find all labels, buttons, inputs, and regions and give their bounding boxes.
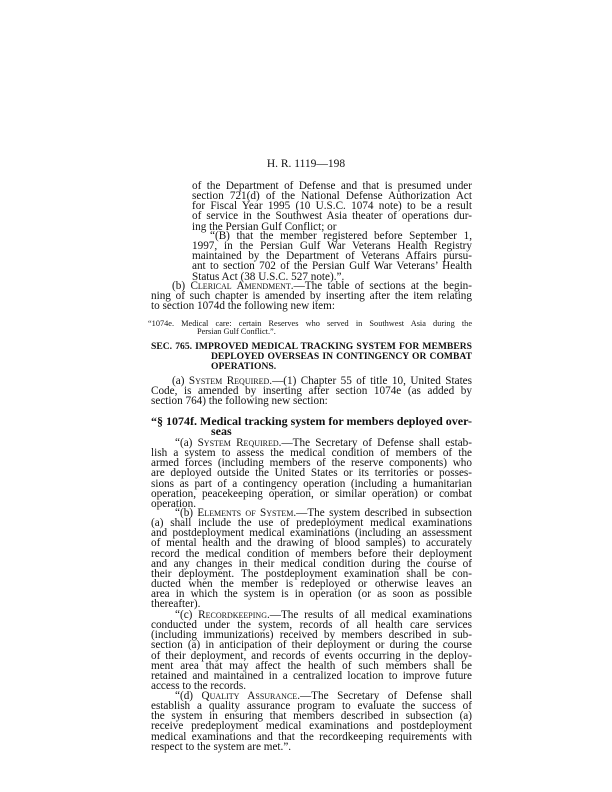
text-line: Persian Gulf Conflict.”. <box>197 327 276 337</box>
text-segment: .—The Secretary of Defense shall estab- <box>278 437 473 449</box>
text-line: Code, is amended by inserting after section 1074e (as added by <box>151 385 472 398</box>
text-line: sions as part of a contingency operation (including a humanitarian <box>151 477 472 490</box>
text-line: area in which the system is in operation (or as soon as possible <box>151 588 472 601</box>
text-line: are deployed outside the United States or its territories or posses- <box>151 467 472 480</box>
subsection-d <box>151 691 472 752</box>
text-line: of the Department of Defense and that is presumed under <box>192 180 472 192</box>
text-segment: “(d) <box>175 690 202 702</box>
subsection-heading: Recordkeeping <box>198 609 267 621</box>
text-line: ing the Persian Gulf Conflict; or <box>192 220 337 233</box>
section-1074f-heading <box>151 414 472 439</box>
text-line: ning of such chapter is amended by inserting after the item relating <box>151 290 472 303</box>
section-765-heading <box>151 342 472 372</box>
text-segment: .—The system described in subsection <box>293 507 472 519</box>
text-line: Status Act (38 U.S.C. 527 note).”. <box>192 270 345 283</box>
text-segment: “(a) <box>175 437 198 449</box>
text-line: the system in ensuring that members described in subsection (a) <box>151 710 472 723</box>
text-line: SEC. 765. IMPROVED MEDICAL TRACKING SYSTEM FOR MEMBERS <box>151 341 472 352</box>
text-line: thereafter). <box>151 598 201 611</box>
text-line: establish a quality assurance program to evaluate the success of <box>151 700 472 713</box>
text-segment: (b) <box>172 280 191 292</box>
text-line: ment area that may affect the health of such members shall be <box>151 659 472 672</box>
text-line: their deployment. The postdeployment examination shall be con- <box>151 567 472 580</box>
text-line: “(B) that the member registered before September 1, <box>210 230 472 242</box>
subsection-a <box>151 438 472 509</box>
subsection-c <box>151 610 472 691</box>
text-line: medical examinations and that the recordkeeping requirements with <box>151 730 472 743</box>
subsection-heading: Clerical Amendment <box>190 280 291 292</box>
text-line: to section 1074d the following new item: <box>151 300 335 313</box>
text-line: ducted when the member is redeployed or otherwise leaves an <box>151 577 472 590</box>
text-segment: “(c) <box>175 609 199 621</box>
text-line: DEPLOYED OVERSEAS IN CONTINGENCY OR COMBAT <box>211 351 472 363</box>
table-item-1074e <box>148 320 472 336</box>
paragraph-clerical-amendment <box>151 281 472 311</box>
text-segment: .—The table of sections at the begin- <box>290 280 472 292</box>
text-segment: “(b) <box>175 507 198 519</box>
text-line: receive predeployment medical examinations and postdeployment <box>151 720 472 733</box>
text-line: record the medical condition of members before their deployment <box>151 547 472 560</box>
text-line: retained and maintained in a centralized location to improve future <box>151 669 472 682</box>
text-line: OPERATIONS. <box>211 361 277 373</box>
text-line: conducted under the system, records of all health care services <box>151 619 472 632</box>
paragraph-B <box>192 231 472 282</box>
text-line: operation, peacekeeping operation, or similar operation) or combat <box>151 487 472 500</box>
text-line: (including immunizations) received by members described in sub- <box>151 629 472 642</box>
text-line: ant to section 702 of the Persian Gulf War Veterans’ Health <box>192 260 472 273</box>
subsection-b <box>151 508 472 609</box>
text-segment: .—(1) Chapter 55 of title 10, United States <box>269 375 473 387</box>
paragraph-system-required <box>151 376 472 406</box>
text-line: of mental health and the drawing of blood samples) to accurately <box>151 537 472 550</box>
text-line: and any changes in their medical condition during the course of <box>151 557 472 570</box>
text-line: 1997, in the Persian Gulf War Veterans Health Registry <box>192 240 472 253</box>
text-line: maintained by the Department of Veterans Affairs pursu- <box>192 250 472 263</box>
text-line: section (a) in anticipation of their deployment or during the course <box>151 639 472 652</box>
text-segment: .—The Secretary of Defense shall <box>297 690 473 702</box>
text-line: armed forces (including members of the reserve components) who <box>151 457 472 470</box>
text-line: (a) shall include the use of predeployment medical examinations <box>151 517 472 530</box>
text-line: and postdeployment medical examinations (including an assessment <box>151 527 472 540</box>
text-line: of service in the Southwest Asia theater of operations dur- <box>192 210 472 223</box>
text-line: respect to the system are met.”. <box>151 740 292 753</box>
text-line: section 764) the following new section: <box>151 395 328 408</box>
text-line: access to the records. <box>151 679 247 692</box>
text-line: seas <box>211 424 232 439</box>
text-line: lish a system to assess the medical condition of members of the <box>151 447 472 460</box>
text-line: operation. <box>151 497 197 510</box>
page-header: H. R. 1119—198 <box>266 158 346 170</box>
text-line: for Fiscal Year 1995 (10 U.S.C. 1074 note) to be a result <box>192 200 472 213</box>
text-line: section 721(d) of the National Defense Authorization Act <box>192 190 472 203</box>
subsection-heading: System Required <box>197 437 279 449</box>
text-segment: .—The results of all medical examinations <box>266 609 472 621</box>
subsection-heading: Elements of System <box>197 507 294 519</box>
text-line: of their deployment, and records of events occurring in the deploy- <box>151 649 472 662</box>
text-segment: (a) <box>172 375 189 387</box>
text-line: “§ 1074f. Medical tracking system for members deployed over- <box>151 414 472 428</box>
paragraph-continuation <box>192 181 472 232</box>
subsection-heading: Quality Assurance <box>201 690 298 702</box>
text-line: “1074e. Medical care: certain Reserves who served in Southwest Asia during the <box>148 319 472 328</box>
subsection-heading: System Required <box>188 375 270 387</box>
